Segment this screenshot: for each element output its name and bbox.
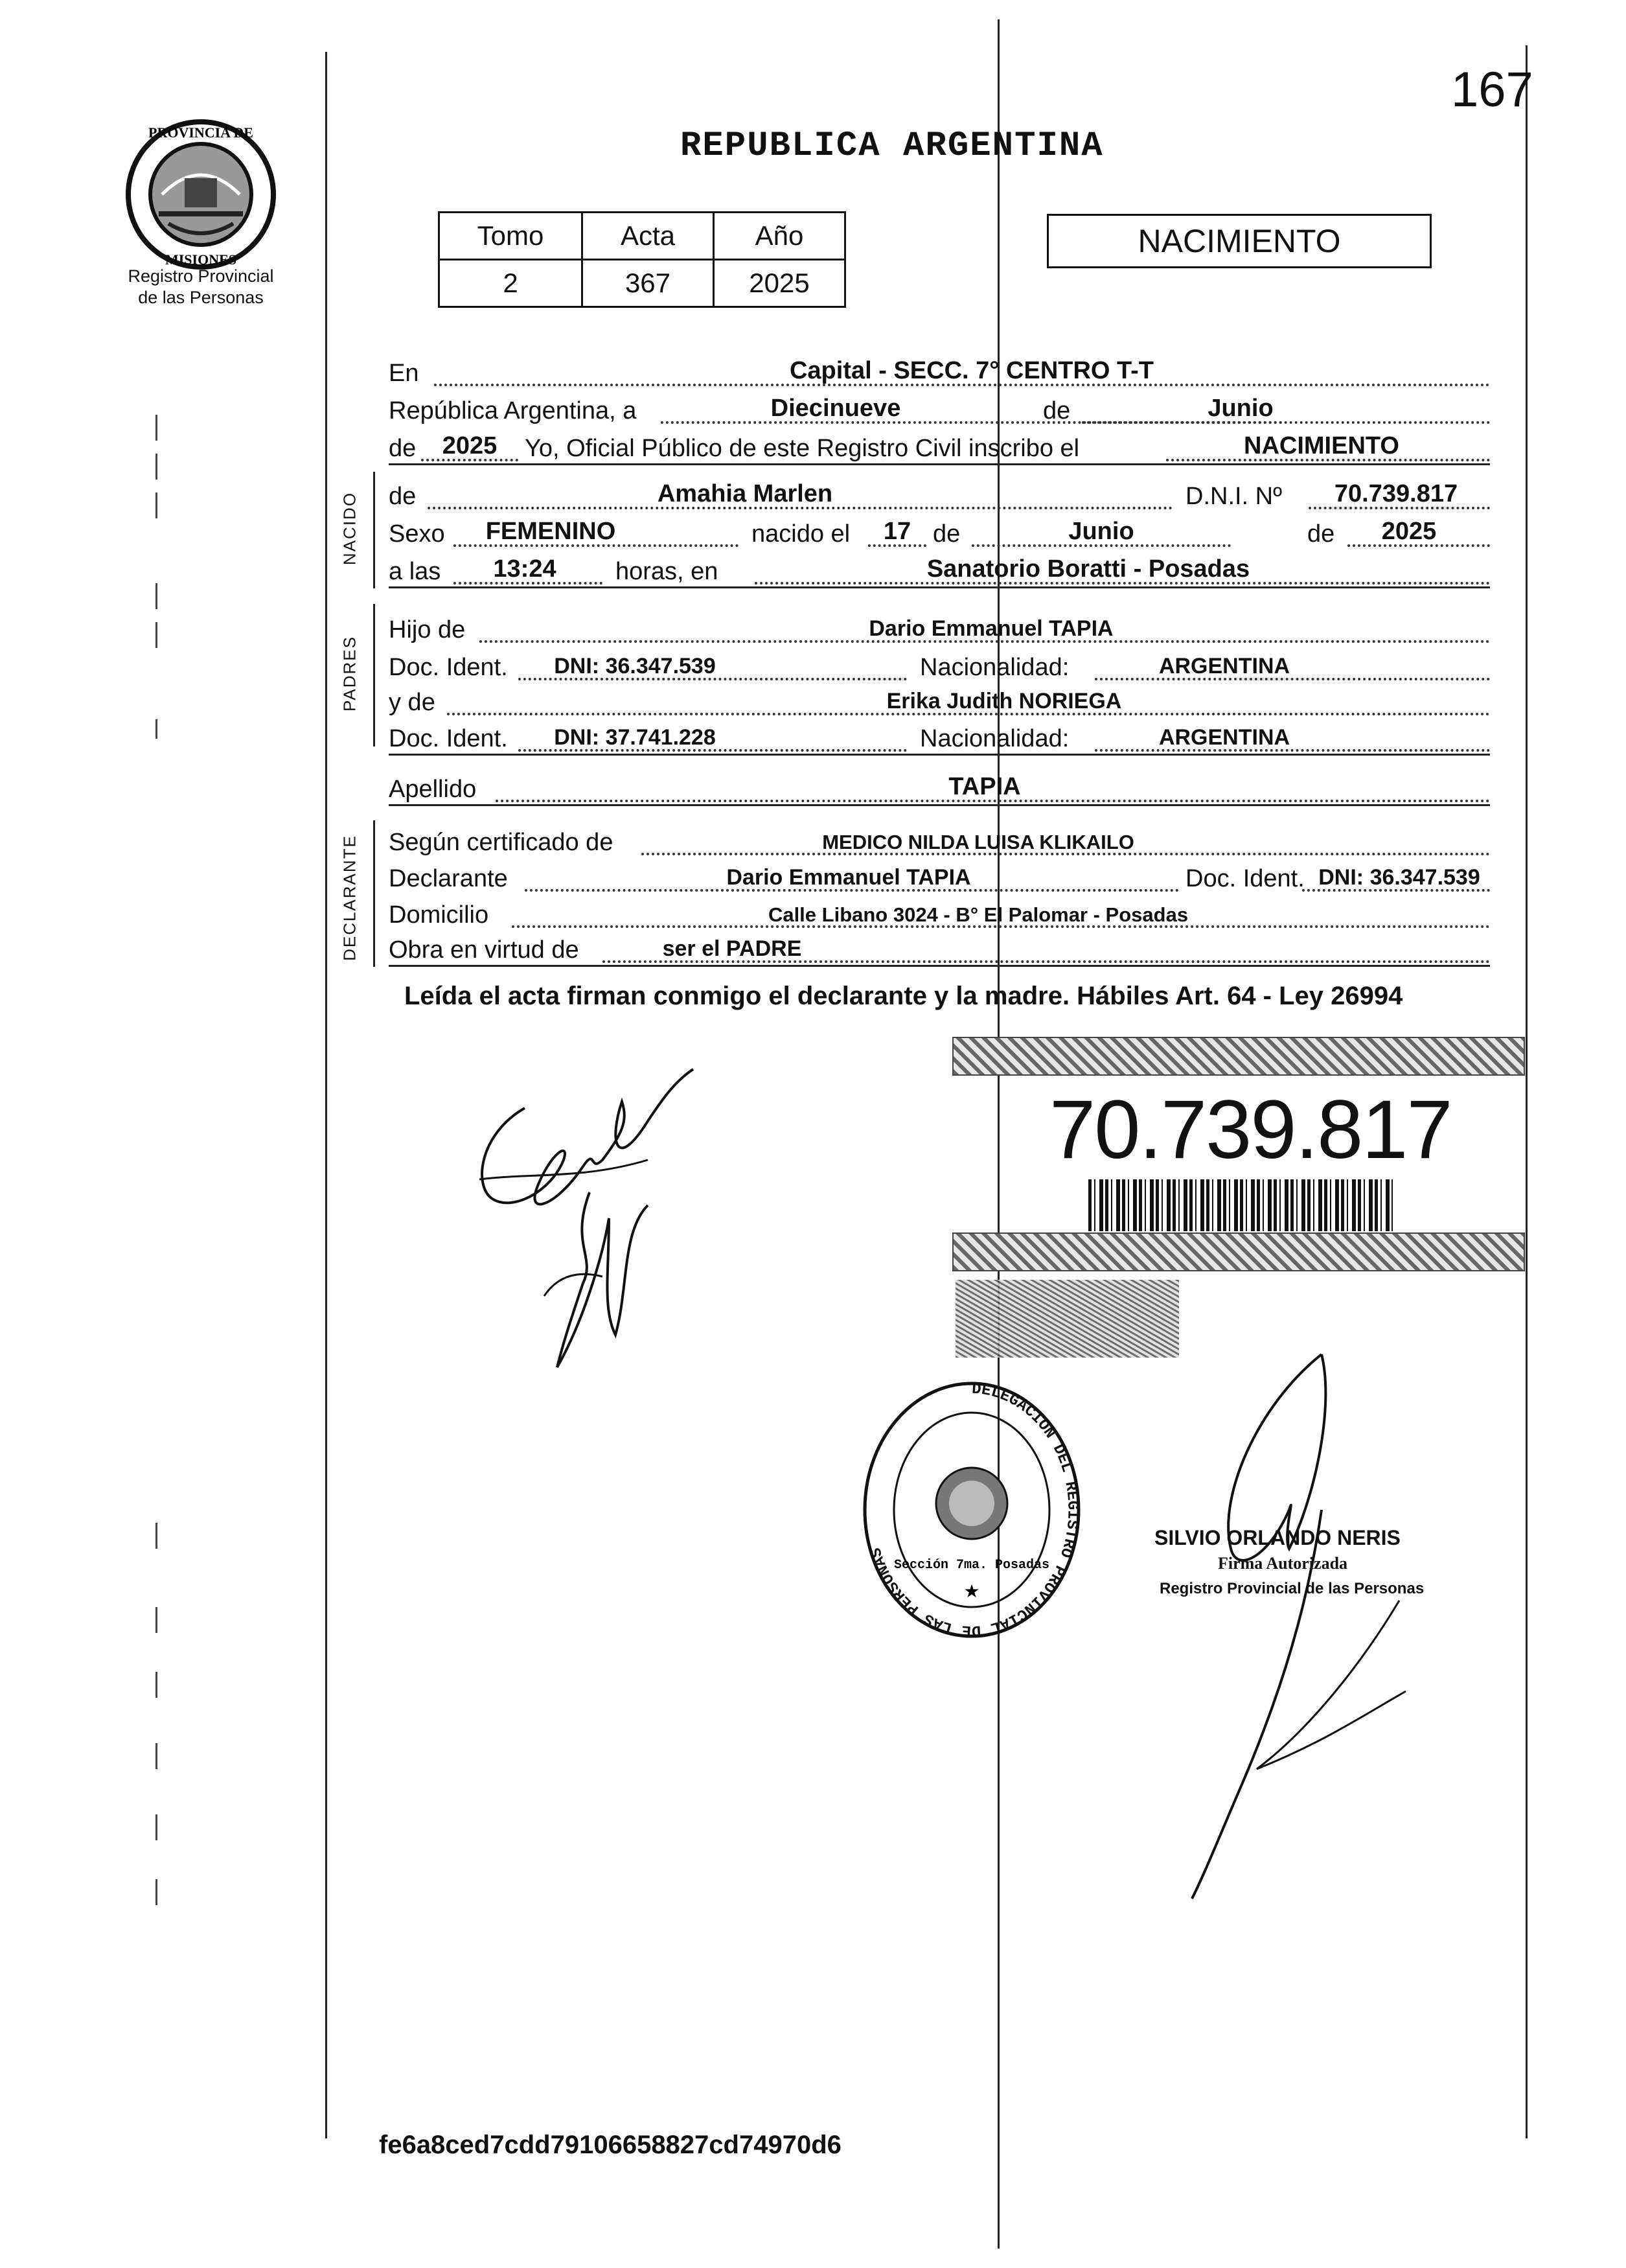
field-value: Sanatorio Boratti - Posadas <box>926 555 1250 583</box>
field-row-domicilio <box>389 896 1490 932</box>
document-title: REPUBLICA ARGENTINA <box>680 126 1104 166</box>
field-row-obra <box>389 931 1490 967</box>
security-number: 70.739.817 <box>1049 1083 1452 1176</box>
barcode <box>1088 1179 1393 1231</box>
label: de <box>933 520 961 548</box>
section-rule <box>389 804 1490 806</box>
left-margin-line <box>325 52 327 2138</box>
label: D.N.I. Nº <box>1185 483 1282 510</box>
official-role: Firma Autorizada <box>1218 1554 1348 1573</box>
margin-tick <box>155 719 157 739</box>
field-value: NACIMIENTO <box>1244 432 1399 459</box>
label: de <box>389 435 417 462</box>
field-row-madre <box>389 683 1490 719</box>
field-value: 2025 <box>442 432 498 459</box>
official-name: SILVIO ORLANDO NERIS <box>1154 1526 1401 1549</box>
section-rule <box>389 463 1490 465</box>
field-value: DNI: 37.741.228 <box>554 725 716 750</box>
field-value: MEDICO NILDA LUISA KLIKAILO <box>822 831 1134 853</box>
margin-tick <box>155 1743 157 1769</box>
field-value: Junio <box>1068 518 1134 545</box>
label: Doc. Ident. <box>1185 865 1305 892</box>
label: En <box>389 360 419 387</box>
svg-text:MISIONES: MISIONES <box>165 251 237 268</box>
label: de <box>389 483 417 510</box>
label: horas, en <box>615 558 718 585</box>
field-row-padre <box>389 610 1490 647</box>
table-header: Tomo <box>439 213 582 260</box>
security-stripe <box>952 1037 1525 1076</box>
official-stamp <box>855 1374 1088 1646</box>
margin-tick <box>155 1672 157 1698</box>
label: de <box>1307 520 1335 548</box>
field-row-sexo <box>389 515 1490 551</box>
field-row-padre-doc <box>389 648 1490 684</box>
registry-label: Registro Provincial de las Personas <box>128 266 274 307</box>
margin-tick <box>155 1879 157 1905</box>
label: Nacionalidad: <box>920 654 1070 681</box>
field-value: DNI: 36.347.539 <box>1318 865 1480 890</box>
label: Sexo <box>389 520 445 548</box>
field-value: 13:24 <box>493 555 556 583</box>
field-value: ARGENTINA <box>1158 654 1290 678</box>
section-label-nacido: NACIDO <box>339 491 360 566</box>
field-value: Diecinueve <box>770 395 901 422</box>
field-value: TAPIA <box>948 773 1021 800</box>
label: nacido el <box>751 520 851 548</box>
field-value: Capital - SECC. 7° CENTRO T-T <box>789 357 1154 384</box>
label: Doc. Ident. <box>389 725 508 752</box>
label: Hijo de <box>389 616 466 643</box>
label: Declarante <box>389 865 508 892</box>
label: Según certificado de <box>389 829 613 856</box>
field-row-fecha <box>389 391 1490 428</box>
right-margin-line <box>1526 45 1528 2138</box>
field-row-en <box>389 354 1490 390</box>
label: República Argentina, a <box>389 397 637 424</box>
section-rule <box>389 586 1490 588</box>
field-row-madre-doc <box>389 719 1490 756</box>
field-value: 17 <box>883 518 911 545</box>
table-cell: 367 <box>582 260 714 307</box>
margin-tick <box>155 1523 157 1549</box>
section-label-declarante: DECLARANTE <box>339 835 360 961</box>
field-value: Erika Judith NORIEGA <box>886 689 1122 713</box>
field-value: Junio <box>1208 395 1274 422</box>
field-row-declarante <box>389 859 1490 896</box>
field-row-inscripcion <box>389 429 1490 465</box>
official-signature <box>1127 1328 1451 1912</box>
label: Obra en virtud de <box>389 936 579 964</box>
record-table <box>438 211 846 308</box>
margin-tick <box>155 454 157 480</box>
field-value: DNI: 36.347.539 <box>554 654 716 678</box>
official-org: Registro Provincial de las Personas <box>1160 1580 1425 1597</box>
field-value: ARGENTINA <box>1158 725 1290 750</box>
field-row-nombre <box>389 477 1490 513</box>
field-row-certificado <box>389 823 1490 859</box>
page-number: 167 <box>1451 62 1533 117</box>
margin-tick <box>155 492 157 518</box>
label: Doc. Ident. <box>389 654 508 681</box>
declarant-signature <box>453 1063 726 1400</box>
field-value: FEMENINO <box>485 518 616 545</box>
section-bar-nacido <box>373 472 375 588</box>
label: de <box>1043 397 1071 424</box>
field-value: 70.739.817 <box>1334 480 1458 507</box>
field-value: 2025 <box>1381 518 1437 545</box>
label: Nacionalidad: <box>920 725 1070 752</box>
table-cell: 2 <box>439 260 582 307</box>
margin-tick <box>155 415 157 441</box>
svg-text:★: ★ <box>963 1581 980 1601</box>
closing-statement: Leída el acta firman conmigo el declarante y la madre. Hábiles Art. 64 - Ley 26994 <box>404 982 1403 1010</box>
document-hash: fe6a8ced7cdd79106658827cd74970d6 <box>379 2131 842 2159</box>
margin-tick <box>155 1607 157 1633</box>
section-label-padres: PADRES <box>339 636 360 712</box>
label: Yo, Oficial Público de este Registro Civil inscribo el <box>525 435 1080 462</box>
section-rule <box>389 754 1490 756</box>
field-value: Dario Emmanuel TAPIA <box>726 865 971 890</box>
document-type-box: NACIMIENTO <box>1047 214 1432 268</box>
svg-text:Sección 7ma. Posadas: Sección 7ma. Posadas <box>893 1558 1050 1573</box>
field-value: ser el PADRE <box>662 936 802 961</box>
provincia-misiones-emblem <box>123 117 279 272</box>
label: y de <box>389 689 435 716</box>
label: Apellido <box>389 776 477 803</box>
section-rule <box>389 965 1490 967</box>
security-stripe <box>952 1232 1525 1271</box>
field-value: Dario Emmanuel TAPIA <box>869 616 1114 641</box>
label: Domicilio <box>389 901 489 929</box>
table-cell: 2025 <box>714 260 845 307</box>
section-bar-declarante <box>373 820 375 967</box>
margin-tick <box>155 583 157 609</box>
field-row-hora <box>389 552 1490 588</box>
field-row-apellido <box>389 770 1490 806</box>
margin-tick <box>155 622 157 648</box>
margin-tick <box>155 1814 157 1840</box>
svg-text:DELEGACION DEL REGISTRO PROVIN: DELEGACION DEL REGISTRO PROVINCIAL DE LAS PERSONAS <box>867 1380 1081 1639</box>
field-value: Calle Libano 3024 - B° El Palomar - Posadas <box>768 903 1189 926</box>
table-header: Año <box>714 213 845 260</box>
table-header: Acta <box>582 213 714 260</box>
label: a las <box>389 558 441 585</box>
svg-text:PROVINCIA DE: PROVINCIA DE <box>148 124 253 141</box>
section-bar-padres <box>373 604 375 746</box>
field-value: Amahia Marlen <box>657 480 833 507</box>
